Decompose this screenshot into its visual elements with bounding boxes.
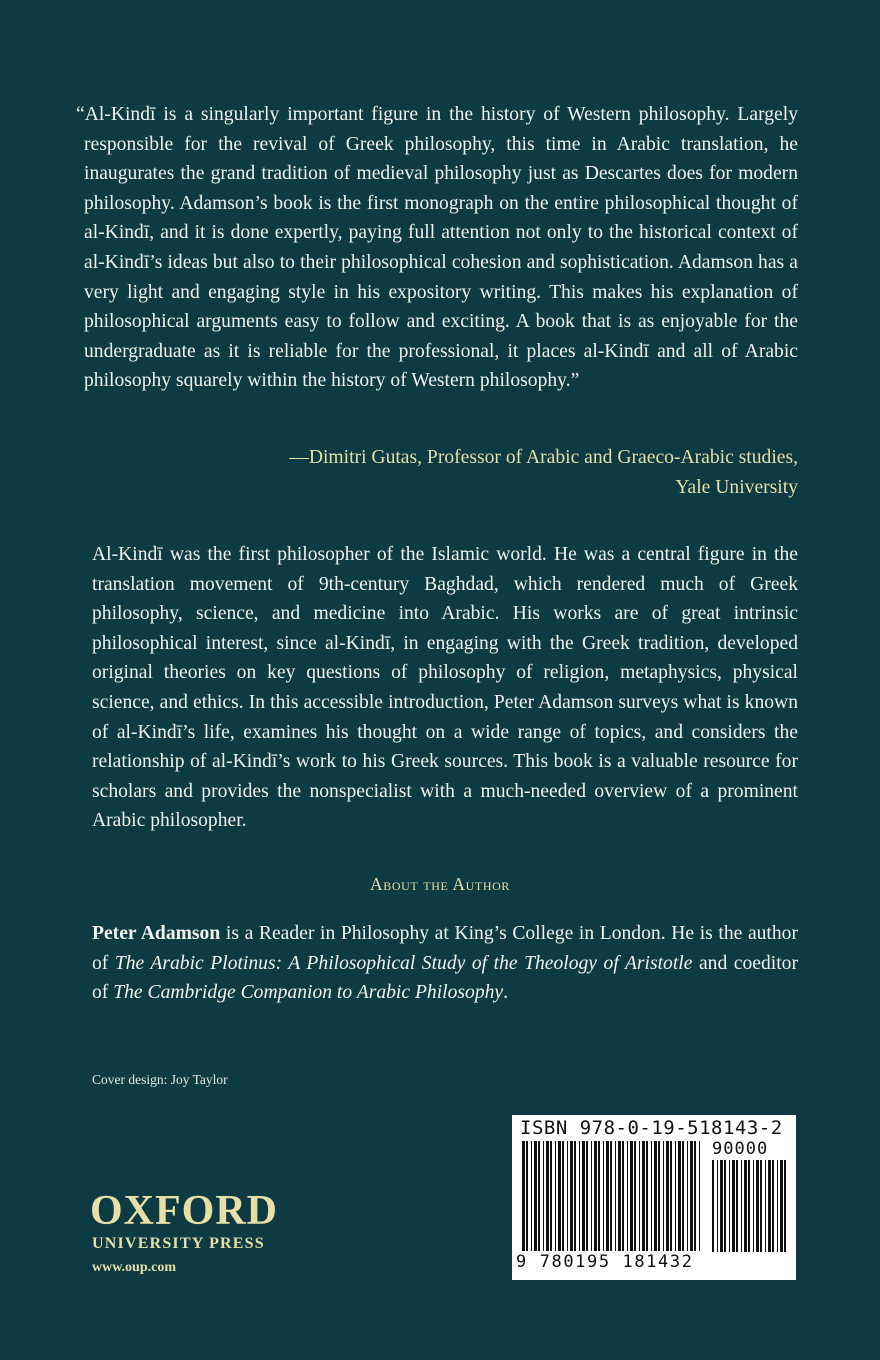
publisher-subtitle: UNIVERSITY PRESS [92, 1235, 265, 1252]
book-description: Al-Kindī was the first philosopher of the Islamic world. He was a central figure in the translation movement of 9th-century Baghdad, which rendered much of Greek philosophy, science, and medicine into Arabic. His works are of great intrinsic philosophical interest, since al-Kindī, in engaging with the Greek tradition, developed original theories on key questions of philosophy of religion, metaphysics, physical science, and ethics. In this accessible introduction, Peter Adamson surveys what is known of al-Kindī’s life, examines his thought on a wide range of topics, and considers the relationship of al-Kindī’s work to his Greek sources. This book is a valuable resource for scholars and provides the nonspecialist with a much-needed overview of a prominent Arabic philosopher. [92, 544, 798, 832]
bio-text-2: and coeditor of [92, 952, 798, 1004]
supplement-barcode-bars-icon [712, 1160, 790, 1252]
author-bio [92, 919, 798, 1008]
author-name: Peter Adamson [92, 923, 221, 944]
attribution-line-1: —Dimitri Gutas, Professor of Arabic and Graeco-Arabic studies, [289, 447, 798, 468]
barcode-bars-icon [522, 1141, 702, 1251]
publisher-logo [90, 1190, 278, 1253]
book-title-2: The Cambridge Companion to Arabic Philosophy [113, 982, 504, 1004]
publisher-name: OXFORD [90, 1188, 278, 1234]
publisher-url: www.oup.com [92, 1260, 177, 1275]
quote-attribution [84, 443, 798, 502]
book-title-1: The Arabic Plotinus: A Philosophical Study of the Theology of Aristotle [114, 952, 693, 974]
isbn-label: ISBN 978-0-19-518143-2 [520, 1117, 783, 1139]
barcode-digits: 9 780195 181432 [516, 1252, 694, 1272]
about-author-heading: About the Author [370, 874, 510, 894]
bio-text-3: . [503, 982, 509, 1004]
bio-text-1: is a Reader in Philosophy at King’s College in London. He is the author of [92, 923, 798, 974]
cover-credit: Cover design: Joy Taylor [92, 1072, 228, 1087]
isbn-barcode [512, 1115, 796, 1280]
attribution-line-2: Yale University [675, 476, 798, 498]
endorsement-quote: “Al-Kindī is a singularly important figure in the history of Western philosophy. Largely responsible for the revival of Greek philosophy, this time in Arabic translation, he inaugurates the grand tradition of medieval philosophy just as Descartes does for modern philosophy. Adamson’s book is the first monograph on the entire philosophical thought of al-Kindī, and it is done expertly, paying full attention not only to the historical context of al-Kindī’s ideas but also to their philosophical cohesion and sophistication. Adamson has a very light and engaging style in his expository writing. This makes his explanation of philosophical arguments easy to follow and exciting. A book that is as enjoyable for the undergraduate as it is reliable for the professional, it places al-Kindī and all of Arabic philosophy squarely within the history of Western philosophy.” [76, 104, 798, 392]
price-code: 90000 [712, 1139, 769, 1159]
